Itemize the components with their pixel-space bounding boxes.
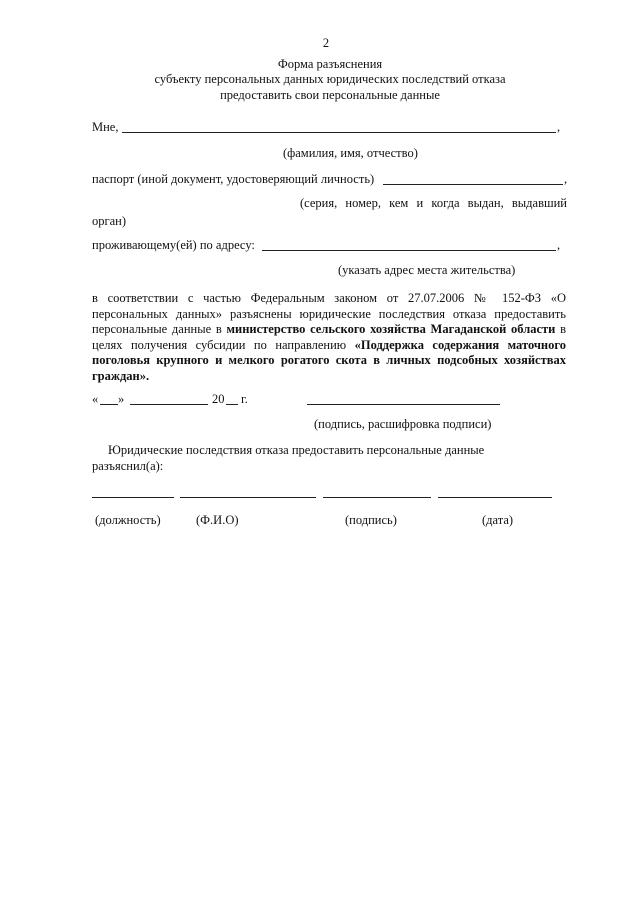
- consent-paragraph: [92, 291, 566, 384]
- signer-date-input-line[interactable]: [438, 497, 552, 498]
- date-open-quote: «: [92, 392, 99, 406]
- position-input-line[interactable]: [92, 497, 174, 498]
- address-comma: ,: [557, 238, 561, 252]
- ministry-name: министерство сельского хозяйства Магаданской области: [226, 322, 556, 336]
- fio-signer-input-line[interactable]: [180, 497, 316, 498]
- paragraph-part-1: в соответствии с частью Федеральным законом от 27.07.2006 № 152-ФЗ «О персональных данных» разъяснены юридические последствия отказа предоставить персональные данные в: [92, 291, 566, 336]
- date-close-quote: »: [118, 392, 125, 406]
- passport-hint-line-1: (серия, номер, кем и когда выдан, выдавший: [300, 196, 567, 210]
- title-line-1: Форма разъяснения: [277, 57, 383, 71]
- explained-line-2: разъяснил(а):: [92, 459, 164, 473]
- date-label: (дата): [482, 513, 514, 527]
- address-hint: (указать адрес места жительства): [338, 263, 516, 277]
- year-suffix: г.: [241, 392, 248, 406]
- title-line-2: субъекту персональных данных юридических последствий отказа: [154, 72, 506, 86]
- month-input-line[interactable]: [130, 404, 208, 405]
- year-prefix: 20: [212, 392, 225, 406]
- explained-line-1: Юридические последствия отказа предоставить персональные данные: [108, 443, 485, 457]
- passport-input-line[interactable]: [383, 184, 563, 185]
- position-label: (должность): [95, 513, 161, 527]
- title-line-3: предоставить свои персональные данные: [220, 88, 440, 102]
- passport-comma: ,: [564, 172, 568, 186]
- fio-hint: (фамилия, имя, отчество): [283, 146, 418, 160]
- signature-label: (подпись): [345, 513, 397, 527]
- me-comma: ,: [557, 120, 561, 134]
- day-input-line[interactable]: [100, 404, 118, 405]
- fio-label: (Ф.И.О): [196, 513, 239, 527]
- signature-hint: (подпись, расшифровка подписи): [314, 417, 492, 431]
- address-label: проживающему(ей) по адресу:: [92, 238, 255, 252]
- passport-hint-line-2: орган): [92, 214, 127, 228]
- page-number: 2: [322, 36, 330, 50]
- address-input-line[interactable]: [262, 250, 556, 251]
- program-name: «Поддержка содержания маточного поголовья крупного и мелкого рогатого скота в личных подсобных хозяйствах граждан».: [92, 337, 567, 383]
- passport-label: паспорт (иной документ, удостоверяющий личность): [92, 172, 375, 186]
- me-label: Мне,: [92, 120, 119, 134]
- paragraph-part-2: в целях получения субсидии по направлению: [92, 322, 567, 352]
- year-input-line[interactable]: [226, 404, 238, 405]
- signer-signature-input-line[interactable]: [323, 497, 431, 498]
- fio-input-line[interactable]: [122, 132, 556, 133]
- signature-input-line[interactable]: [307, 404, 500, 405]
